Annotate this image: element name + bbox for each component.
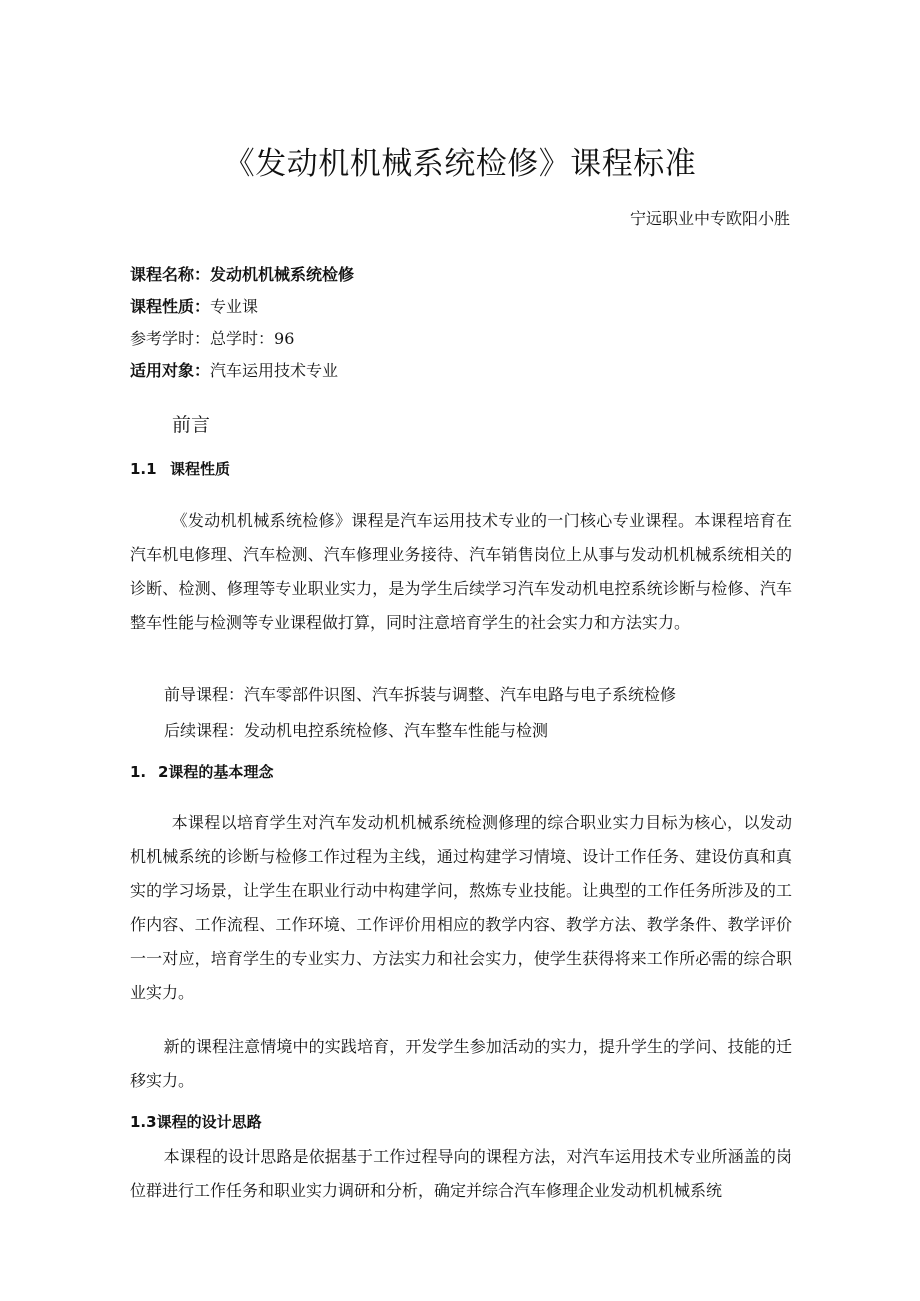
meta-hours-label: 参考学时：: [130, 329, 211, 348]
section-1-1-heading: [130, 458, 230, 479]
meta-hours: [130, 323, 354, 355]
section-1-2-paragraph-1: 本课程以培育学生对汽车发动机机械系统检测修理的综合职业实力目标为核心，以发动机机械系统的诊断与检修工作过程为主线，通过构建学习情境、设计工作任务、建设仿真和真实的学习场景，让学生在职业行动中构建学问，熬炼专业技能。让典型的工作任务所涉及的工作内容、工作流程、工作环境、工作评价用相应的教学内容、教学方法、教学条件、教学评价一一对应，培育学生的专业实力、方法实力和社会实力，使学生获得将来工作所必需的综合职业实力。: [130, 813, 792, 1002]
section-1-1-prereq: 前导课程：汽车零部件识图、汽车拆装与调整、汽车电路与电子系统检修: [164, 685, 677, 704]
section-1-2-number: 1.: [130, 763, 147, 781]
meta-hours-value: 总学时：96: [210, 329, 295, 348]
meta-course-nature: [130, 291, 354, 323]
course-meta: [130, 259, 354, 387]
meta-course-nature-label: 课程性质：: [130, 297, 211, 316]
section-1-1-title: 课程性质: [170, 460, 231, 478]
meta-course-name-label: 课程名称：: [130, 265, 211, 284]
preface-heading: 前言: [172, 414, 211, 436]
meta-course-name: [130, 259, 354, 291]
document-title: 《发动机机械系统检修》课程标准: [223, 146, 697, 182]
meta-course-name-value: 发动机机械系统检修: [210, 265, 355, 284]
section-1-2-title: 2课程的基本理念: [158, 763, 274, 781]
meta-audience-value: 汽车运用技术专业: [210, 361, 339, 380]
section-1-1-number: 1.1: [130, 460, 157, 478]
section-1-1-followup: 后续课程：发动机电控系统检修、汽车整车性能与检测: [164, 721, 549, 740]
author-line: 宁远职业中专欧阳小胜: [629, 209, 790, 228]
section-1-2-paragraph-2: 新的课程注意情境中的实践培育，开发学生参加活动的实力，提升学生的学问、技能的迁移实力。: [130, 1037, 792, 1090]
section-1-2-heading: [130, 761, 273, 782]
section-1-3-heading: 1.3课程的设计思路: [130, 1113, 262, 1131]
meta-audience: [130, 355, 354, 387]
section-1-1-paragraph: 《发动机机械系统检修》课程是汽车运用技术专业的一门核心专业课程。本课程培育在汽车机电修理、汽车检测、汽车修理业务接待、汽车销售岗位上从事与发动机机械系统相关的诊断、检测、修理等专业职业实力，是为学生后续学习汽车发动机电控系统诊断与检修、汽车整车性能与检测等专业课程做打算，同时注意培育学生的社会实力和方法实力。: [130, 511, 792, 632]
meta-course-nature-value: 专业课: [210, 297, 259, 316]
meta-audience-label: 适用对象：: [130, 361, 211, 380]
section-1-3-paragraph: 本课程的设计思路是依据基于工作过程导向的课程方法，对汽车运用技术专业所涵盖的岗位群进行工作任务和职业实力调研和分析，确定并综合汽车修理企业发动机机械系统: [130, 1147, 792, 1200]
